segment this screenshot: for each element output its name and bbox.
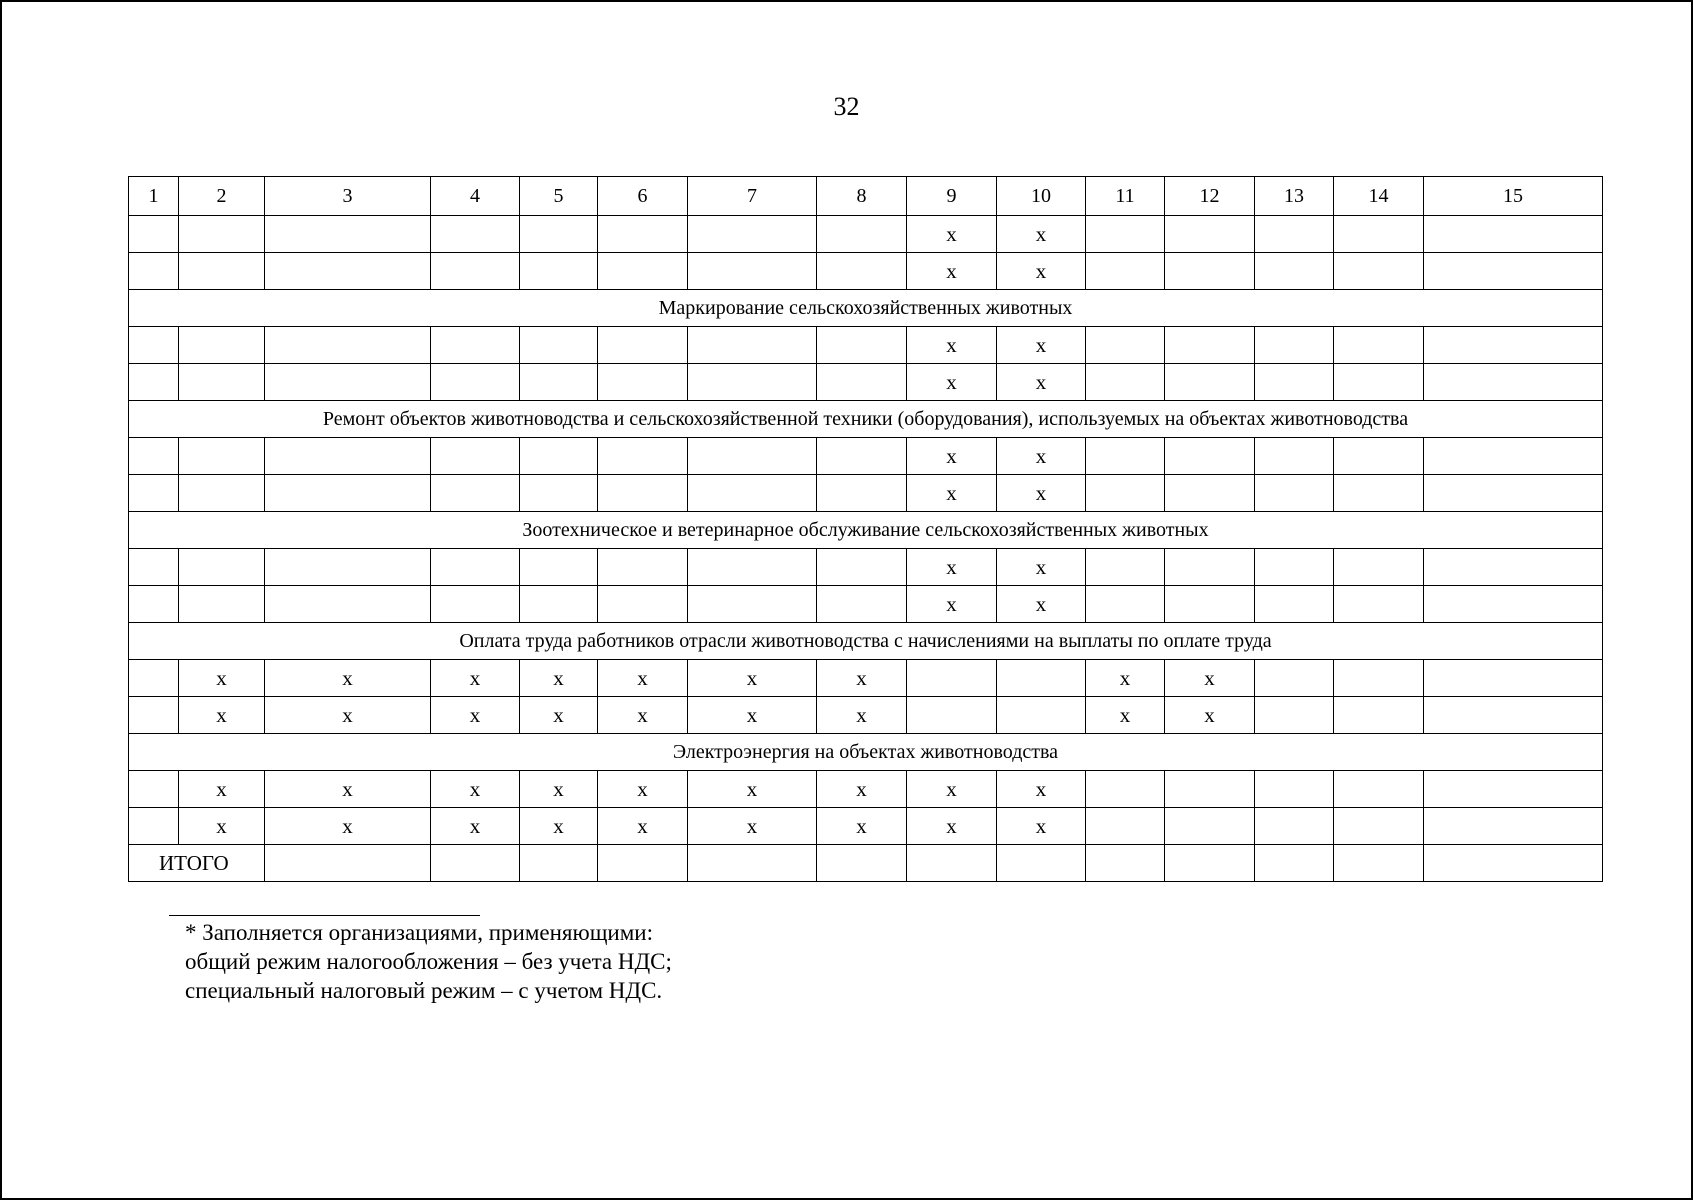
table-cell [1334, 549, 1424, 586]
table-cell: x [907, 808, 997, 845]
table-row [129, 438, 1603, 475]
table-cell [520, 549, 598, 586]
table-cell [1086, 438, 1165, 475]
table-cell: x [688, 771, 817, 808]
table-cell [431, 438, 520, 475]
table-cell: x [265, 697, 431, 734]
table-cell [179, 549, 265, 586]
table-cell [179, 216, 265, 253]
table-cell [1086, 549, 1165, 586]
table-cell: x [907, 364, 997, 401]
table-cell [1334, 253, 1424, 290]
table-cell [817, 845, 907, 882]
table-cell [520, 586, 598, 623]
column-number-cell: 1 [129, 177, 179, 216]
table-cell [431, 475, 520, 512]
table-cell [1165, 364, 1255, 401]
table-cell [598, 549, 688, 586]
table-cell: x [265, 771, 431, 808]
table-cell: x [817, 808, 907, 845]
table-cell [129, 364, 179, 401]
table-cell [1165, 438, 1255, 475]
table-header-row [129, 177, 1603, 216]
table-cell [598, 586, 688, 623]
table-cell: x [265, 808, 431, 845]
table-cell [1086, 216, 1165, 253]
column-number-cell: 12 [1165, 177, 1255, 216]
table-cell: x [997, 771, 1086, 808]
table-cell [1334, 475, 1424, 512]
table-cell [129, 253, 179, 290]
table-cell [1165, 216, 1255, 253]
table-cell [817, 438, 907, 475]
table-cell [598, 438, 688, 475]
table-cell [179, 364, 265, 401]
table-cell [265, 327, 431, 364]
table-cell [688, 364, 817, 401]
table-cell: x [179, 771, 265, 808]
table-cell [688, 549, 817, 586]
table-cell [520, 216, 598, 253]
table-cell [1255, 216, 1334, 253]
table-cell [1424, 845, 1603, 882]
table-cell [1334, 327, 1424, 364]
table-cell [817, 364, 907, 401]
table-cell [1334, 216, 1424, 253]
section-row [129, 401, 1603, 438]
table-cell [1424, 549, 1603, 586]
table-cell: x [817, 771, 907, 808]
table-cell [129, 697, 179, 734]
table-cell: x [997, 586, 1086, 623]
table-cell [1255, 771, 1334, 808]
section-title: Электроэнергия на объектах животноводства [129, 734, 1603, 771]
table-cell: x [598, 697, 688, 734]
column-number-cell: 7 [688, 177, 817, 216]
table-cell [179, 253, 265, 290]
table-cell [431, 845, 520, 882]
table-cell [1165, 808, 1255, 845]
table-cell: x [1086, 697, 1165, 734]
column-number-cell: 14 [1334, 177, 1424, 216]
table-cell [598, 253, 688, 290]
table-cell [1165, 549, 1255, 586]
section-row [129, 290, 1603, 327]
table-cell [817, 586, 907, 623]
footnote-line: общий режим налогообложения – без учета НДС; [185, 949, 672, 974]
table-cell: x [431, 771, 520, 808]
table-cell [431, 364, 520, 401]
table-cell [1424, 364, 1603, 401]
table-cell: x [598, 808, 688, 845]
table-cell [688, 216, 817, 253]
total-label: ИТОГО [129, 845, 265, 882]
table-cell [1424, 586, 1603, 623]
table-cell: x [997, 253, 1086, 290]
total-row [129, 845, 1603, 882]
table-cell: x [598, 660, 688, 697]
table-row [129, 216, 1603, 253]
table-cell [265, 475, 431, 512]
table-cell: x [179, 697, 265, 734]
table-cell [1165, 253, 1255, 290]
table-cell [1334, 697, 1424, 734]
table-cell [907, 660, 997, 697]
table-cell [129, 438, 179, 475]
table-cell [129, 216, 179, 253]
table-row [129, 475, 1603, 512]
column-number-cell: 4 [431, 177, 520, 216]
table-cell: x [431, 660, 520, 697]
table-cell [265, 586, 431, 623]
table-cell [129, 808, 179, 845]
table-cell [817, 216, 907, 253]
table-cell [1334, 845, 1424, 882]
table-row [129, 327, 1603, 364]
table-cell [1086, 475, 1165, 512]
table-cell [265, 253, 431, 290]
table-row [129, 771, 1603, 808]
column-number-cell: 10 [997, 177, 1086, 216]
table-cell [1334, 771, 1424, 808]
table-cell [1255, 586, 1334, 623]
table-cell [520, 475, 598, 512]
table-cell: x [1165, 660, 1255, 697]
table-cell: x [598, 771, 688, 808]
column-number-cell: 3 [265, 177, 431, 216]
table-cell [817, 253, 907, 290]
table-cell [598, 216, 688, 253]
table-cell [688, 586, 817, 623]
table-cell: x [997, 327, 1086, 364]
table-cell: x [817, 697, 907, 734]
table-cell [1334, 808, 1424, 845]
table-cell [1424, 216, 1603, 253]
table-cell: x [179, 808, 265, 845]
table-cell [1255, 253, 1334, 290]
table-cell [520, 327, 598, 364]
data-table [128, 176, 1603, 882]
table-cell: x [907, 771, 997, 808]
table-cell: x [1165, 697, 1255, 734]
table-cell [1255, 845, 1334, 882]
table-cell [129, 771, 179, 808]
column-number-cell: 15 [1424, 177, 1603, 216]
table-cell [1334, 438, 1424, 475]
table-cell [1165, 771, 1255, 808]
table-cell [1086, 327, 1165, 364]
section-row [129, 623, 1603, 660]
table-cell [265, 438, 431, 475]
table-cell [1424, 660, 1603, 697]
table-cell [431, 549, 520, 586]
table-cell: x [1086, 660, 1165, 697]
table-cell [520, 438, 598, 475]
table-cell: x [907, 327, 997, 364]
table-cell: x [907, 549, 997, 586]
table-cell [1255, 808, 1334, 845]
table-cell: x [520, 660, 598, 697]
table-cell [1334, 586, 1424, 623]
table-cell: x [520, 771, 598, 808]
table-cell [907, 697, 997, 734]
table-cell [1165, 475, 1255, 512]
table-cell [1255, 327, 1334, 364]
table-cell: x [431, 697, 520, 734]
table-cell [1086, 253, 1165, 290]
table-cell [817, 475, 907, 512]
table-cell: x [431, 808, 520, 845]
table-cell [598, 845, 688, 882]
table-cell [688, 438, 817, 475]
table-cell [179, 586, 265, 623]
table-cell: x [997, 364, 1086, 401]
table-cell [265, 549, 431, 586]
table-cell [431, 253, 520, 290]
table-cell [129, 660, 179, 697]
table-cell [1255, 438, 1334, 475]
table-cell [129, 475, 179, 512]
table-cell [1334, 660, 1424, 697]
page-number: 32 [833, 92, 860, 121]
table-cell [907, 845, 997, 882]
footnote-line: специальный налоговый режим – с учетом НДС. [185, 978, 663, 1003]
table-cell [997, 697, 1086, 734]
table-cell [179, 475, 265, 512]
footnote [185, 918, 672, 1005]
table-cell: x [817, 660, 907, 697]
column-number-cell: 11 [1086, 177, 1165, 216]
table-cell [265, 364, 431, 401]
table-row [129, 808, 1603, 845]
table-cell [817, 327, 907, 364]
column-number-cell: 8 [817, 177, 907, 216]
table-cell [688, 253, 817, 290]
table-row [129, 364, 1603, 401]
table-row [129, 697, 1603, 734]
table-cell [1255, 697, 1334, 734]
table-cell: x [997, 216, 1086, 253]
table-cell: x [179, 660, 265, 697]
table-cell [179, 327, 265, 364]
table-row [129, 253, 1603, 290]
table-cell: x [907, 475, 997, 512]
table-cell [598, 475, 688, 512]
table-cell: x [997, 808, 1086, 845]
table-cell [1424, 771, 1603, 808]
table-cell [265, 845, 431, 882]
table-cell [431, 586, 520, 623]
table-cell [1086, 771, 1165, 808]
table-cell: x [907, 216, 997, 253]
table-cell [1165, 586, 1255, 623]
table-row [129, 549, 1603, 586]
table-cell: x [997, 438, 1086, 475]
table-cell [265, 216, 431, 253]
table-cell [598, 327, 688, 364]
section-title: Маркирование сельскохозяйственных животных [129, 290, 1603, 327]
section-row [129, 734, 1603, 771]
table-cell [129, 327, 179, 364]
table-cell: x [265, 660, 431, 697]
table-cell: x [688, 697, 817, 734]
column-number-cell: 9 [907, 177, 997, 216]
table-cell: x [907, 253, 997, 290]
table-cell [1086, 808, 1165, 845]
table-cell [520, 845, 598, 882]
table-cell [997, 660, 1086, 697]
table-cell [1334, 364, 1424, 401]
table-cell [817, 549, 907, 586]
table-cell [997, 845, 1086, 882]
table-cell [1424, 697, 1603, 734]
table-cell [1086, 845, 1165, 882]
table-cell: x [907, 586, 997, 623]
table-cell: x [997, 549, 1086, 586]
table-cell [1165, 845, 1255, 882]
section-title: Оплата труда работников отрасли животноводства с начислениями на выплаты по оплате труда [129, 623, 1603, 660]
table-row [129, 586, 1603, 623]
section-title: Ремонт объектов животноводства и сельскохозяйственной техники (оборудования), используемых на объектах животноводства [129, 401, 1603, 438]
table-cell [1165, 327, 1255, 364]
section-row [129, 512, 1603, 549]
table-cell [688, 845, 817, 882]
column-number-cell: 13 [1255, 177, 1334, 216]
table-cell [1255, 549, 1334, 586]
table-cell [431, 216, 520, 253]
table-cell: x [520, 808, 598, 845]
table-cell [1424, 438, 1603, 475]
section-title: Зоотехническое и ветеринарное обслуживание сельскохозяйственных животных [129, 512, 1603, 549]
table-cell [1255, 364, 1334, 401]
table-cell [688, 327, 817, 364]
table-cell [1424, 253, 1603, 290]
table-cell [129, 586, 179, 623]
table-cell [598, 364, 688, 401]
table-cell [179, 438, 265, 475]
table-row [129, 660, 1603, 697]
table-cell [1255, 660, 1334, 697]
table-cell [129, 549, 179, 586]
table-cell: x [688, 808, 817, 845]
table-cell [1424, 475, 1603, 512]
table-cell [1086, 586, 1165, 623]
column-number-cell: 2 [179, 177, 265, 216]
column-number-cell: 6 [598, 177, 688, 216]
table-cell [1424, 808, 1603, 845]
table-cell: x [688, 660, 817, 697]
table-cell [1086, 364, 1165, 401]
table-cell: x [520, 697, 598, 734]
table-cell [1255, 475, 1334, 512]
table-cell [431, 327, 520, 364]
column-number-cell: 5 [520, 177, 598, 216]
footnote-separator [169, 915, 480, 916]
table-cell: x [907, 438, 997, 475]
table-cell [1424, 327, 1603, 364]
table-cell: x [997, 475, 1086, 512]
footnote-line: * Заполняется организациями, применяющими: [185, 920, 653, 945]
table-cell [520, 253, 598, 290]
table-cell [520, 364, 598, 401]
table-cell [688, 475, 817, 512]
